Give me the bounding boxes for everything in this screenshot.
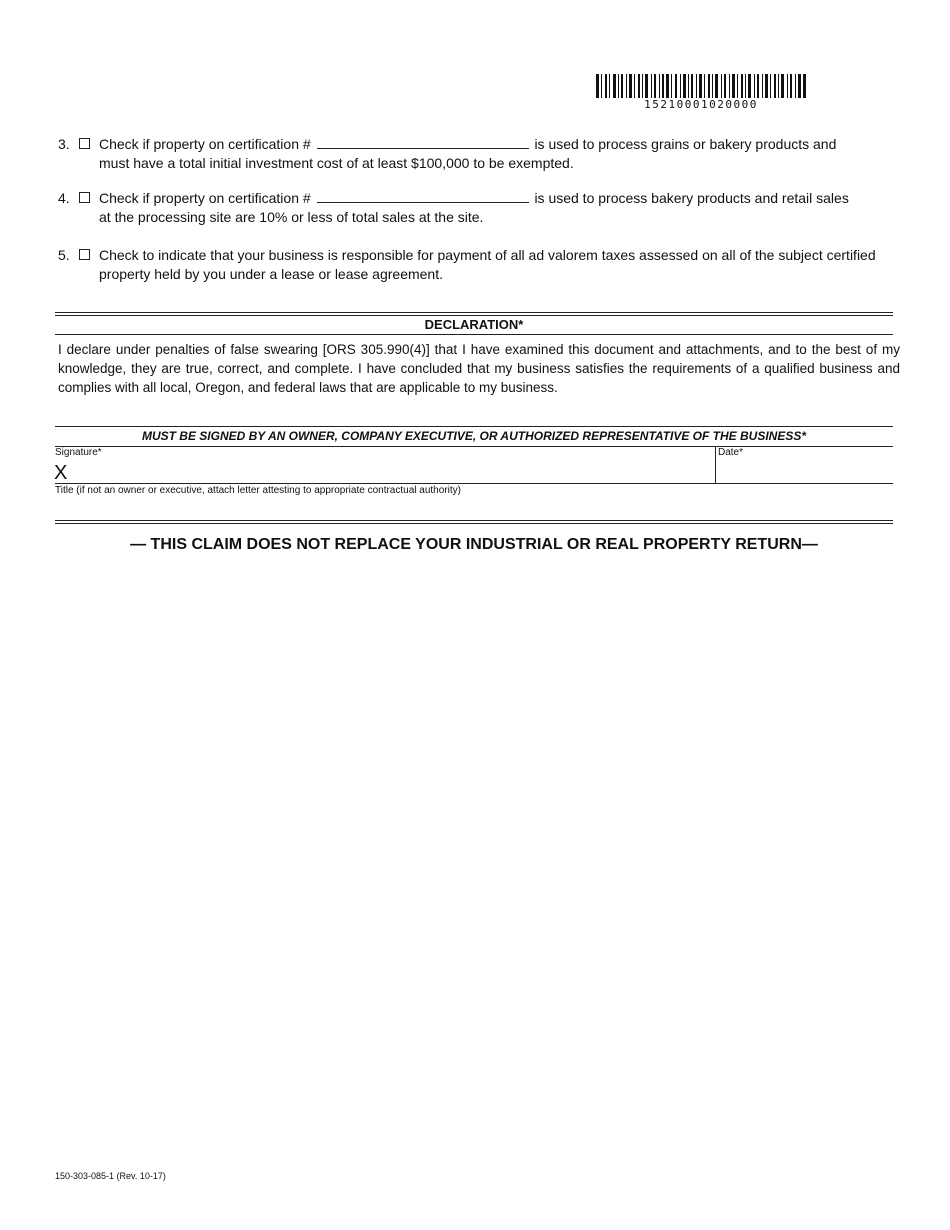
item-text: Check if property on certification # [99, 136, 311, 152]
date-field[interactable] [718, 459, 892, 483]
divider [55, 315, 893, 316]
divider [55, 446, 893, 447]
item-text: must have a total initial investment cost of at least $100,000 to be exempted. [99, 155, 574, 171]
item-3-checkbox[interactable] [79, 138, 90, 149]
item-5-checkbox[interactable] [79, 249, 90, 260]
item-text: Check if property on certification # [99, 190, 311, 206]
divider [55, 523, 893, 524]
certification-number-field[interactable] [317, 191, 529, 203]
declaration-title: DECLARATION* [424, 317, 524, 332]
item-3 [58, 135, 898, 173]
divider [55, 520, 893, 521]
item-text: is used to process grains or bakery products and [534, 136, 837, 152]
title-field[interactable] [55, 497, 893, 519]
title-label: Title (if not an owner or executive, attach letter attesting to appropriate contractual authority) [55, 485, 461, 496]
item-text: property held by you under a lease or lease agreement. [99, 266, 443, 282]
item-text: is used to process bakery products and retail sales [534, 190, 849, 206]
divider [55, 483, 893, 484]
item-4-checkbox[interactable] [79, 192, 90, 203]
barcode-number: 15210001020000 [644, 98, 758, 111]
certification-number-field[interactable] [317, 137, 529, 149]
item-number: 5. [58, 247, 70, 263]
date-label: Date* [718, 447, 744, 458]
signature-x-mark: X [54, 462, 68, 484]
signature-label: Signature* [55, 447, 102, 458]
divider [55, 312, 893, 313]
declaration-body: I declare under penalties of false swearing [ORS 305.990(4)] that I have examined this document and attachments, and to the best of my knowledge, they are true, correct, and complete. I have concluded that my business satisfies the requirements of a qualified business and complies with all local, Oregon, and federal laws that are applicable to my business. [58, 342, 900, 395]
barcode [596, 74, 806, 98]
signature-field[interactable] [55, 459, 713, 483]
divider [55, 426, 893, 427]
must-sign-notice: MUST BE SIGNED BY AN OWNER, COMPANY EXECUTIVE, OR AUTHORIZED REPRESENTATIVE OF THE BUSINESS* [141, 429, 807, 443]
claim-notice: — THIS CLAIM DOES NOT REPLACE YOUR INDUSTRIAL OR REAL PROPERTY RETURN— [130, 536, 818, 553]
divider [55, 334, 893, 335]
item-text: Check to indicate that your business is responsible for payment of all ad valorem taxes assessed on all of the subject certified [99, 247, 876, 263]
item-number: 4. [58, 190, 70, 206]
item-number: 3. [58, 136, 70, 152]
item-5 [58, 246, 898, 284]
item-4 [58, 189, 898, 227]
signature-date-separator [715, 447, 716, 483]
form-number: 150-303-085-1 (Rev. 10-17) [55, 1171, 166, 1181]
item-text: at the processing site are 10% or less of total sales at the site. [99, 209, 484, 225]
